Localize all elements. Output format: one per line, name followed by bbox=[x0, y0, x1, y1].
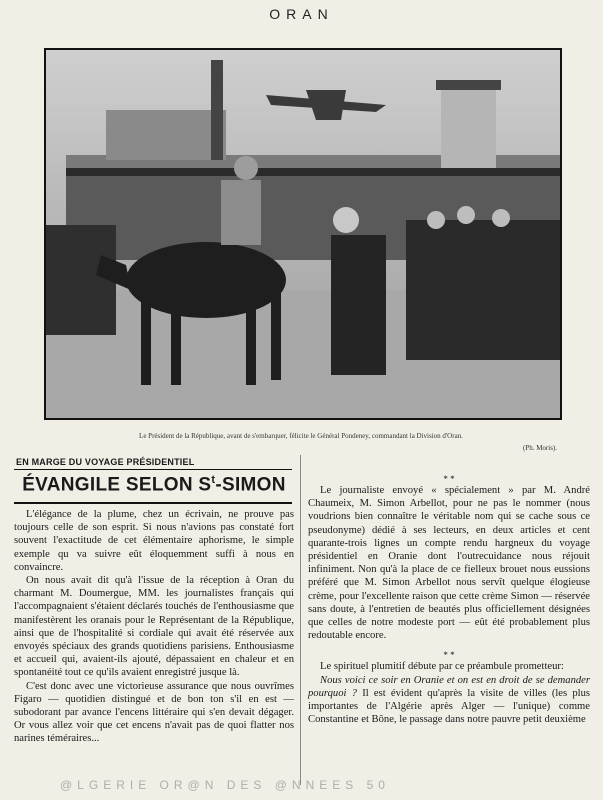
paragraph: C'est donc avec une victorieuse assurance que nous ouvrîmes Figaro — quotidien distingué et de bon ton s'il en est — subodorant par avance l'encens littéraire qui s'en devait dégager. Or vous allez voir que cet encens n'avait pas de quoi flatter nos narines téméraires... bbox=[14, 680, 294, 745]
section-stars: * * bbox=[443, 650, 455, 661]
paragraph: Le journaliste envoyé « spécialement » par M. André Chaumeix, M. Simon Arbellot, pour ne pas le nommer (nous voudrions bien connaître le véritable nom qui se cache sous ce pseudonyme) dédié à ses lecteurs, en deux articles et cent quarante-trois lignes un compte rendu hargneux du voyage présidentiel en Oranie dont l'outrecuidance nous réjouit infiniment. Non qu'à la place de ce fielleux brouet nous eussions préféré que M. Simon Arbellot nous servît quelque élogieuse crème, pour l'excellente raison que cette crème Simon — réservée sans doute, à l'entretien de beautés plus officiellement désignées que celles de notre modeste port — eût été probablement plus redoutable encore. bbox=[308, 485, 590, 642]
left-column bbox=[14, 508, 294, 746]
paragraph: Le spirituel plumitif débute par ce préambule prometteur: bbox=[320, 661, 564, 673]
kicker-rule bbox=[14, 469, 292, 470]
article-kicker: EN MARGE DU VOYAGE PRÉSIDENTIEL bbox=[16, 457, 195, 467]
column-divider bbox=[300, 455, 301, 785]
right-column bbox=[308, 474, 590, 726]
article-headline bbox=[16, 474, 292, 496]
headline-main: ÉVANGILE SELON S bbox=[22, 474, 212, 496]
paragraph bbox=[308, 674, 590, 727]
headline-rule bbox=[14, 502, 292, 504]
italic-quote: Nous voici ce soir en Oranie et on est en droit de se demander pourquoi ? bbox=[308, 674, 590, 699]
watermark: @LGERIE OR@N DES @NNEES 50 bbox=[60, 778, 390, 792]
headline-sup: t bbox=[211, 474, 216, 486]
quote-continuation: Il est évident qu'après la visite de villes (les plus importantes de l'Algérie après Alger — l'unique) comme Constantine et Bône, le passage dans notre pauvre petit deuxième bbox=[308, 687, 590, 726]
photo bbox=[44, 48, 562, 420]
section-stars: * * bbox=[443, 474, 455, 484]
paragraph: L'élégance de la plume, chez un écrivain, ne prouve pas toujours celle de son esprit. Si nous n'avions pas constaté fort souvent l'exactitude de cet élémentaire aphorisme, le simple exemple qu va suivre eût éloquemment suffi à nous en convaincre. bbox=[14, 509, 294, 573]
headline-tail: -SIMON bbox=[215, 474, 286, 496]
photo-caption: Le Président de la République, avant de s'embarquer, félicite le Général Pondeney, commandant la Division d'Oran. bbox=[139, 432, 463, 440]
masthead: ORAN bbox=[269, 6, 334, 22]
photo-credit: (Ph. Moris). bbox=[522, 444, 557, 452]
paragraph: On nous avait dit qu'à l'issue de la réception à Oran du charmant M. Doumergue, MM. les journalistes français qui l'accompagnaient s'étaient déclarés touchés de l'enthousiasme que manifestèrent les oranais pour le Représentant de la République, ainsi que de l'hospitalité si cordiale qui avait été réservée aux envoyés spéciaux des grands quotidiens parisiens. Enthousiasme et accueil qui, avaient-ils ajouté, dépassaient en chaleur et en spontanéité tout ce qu'ils avaient enregistré jusque là. bbox=[14, 575, 294, 679]
